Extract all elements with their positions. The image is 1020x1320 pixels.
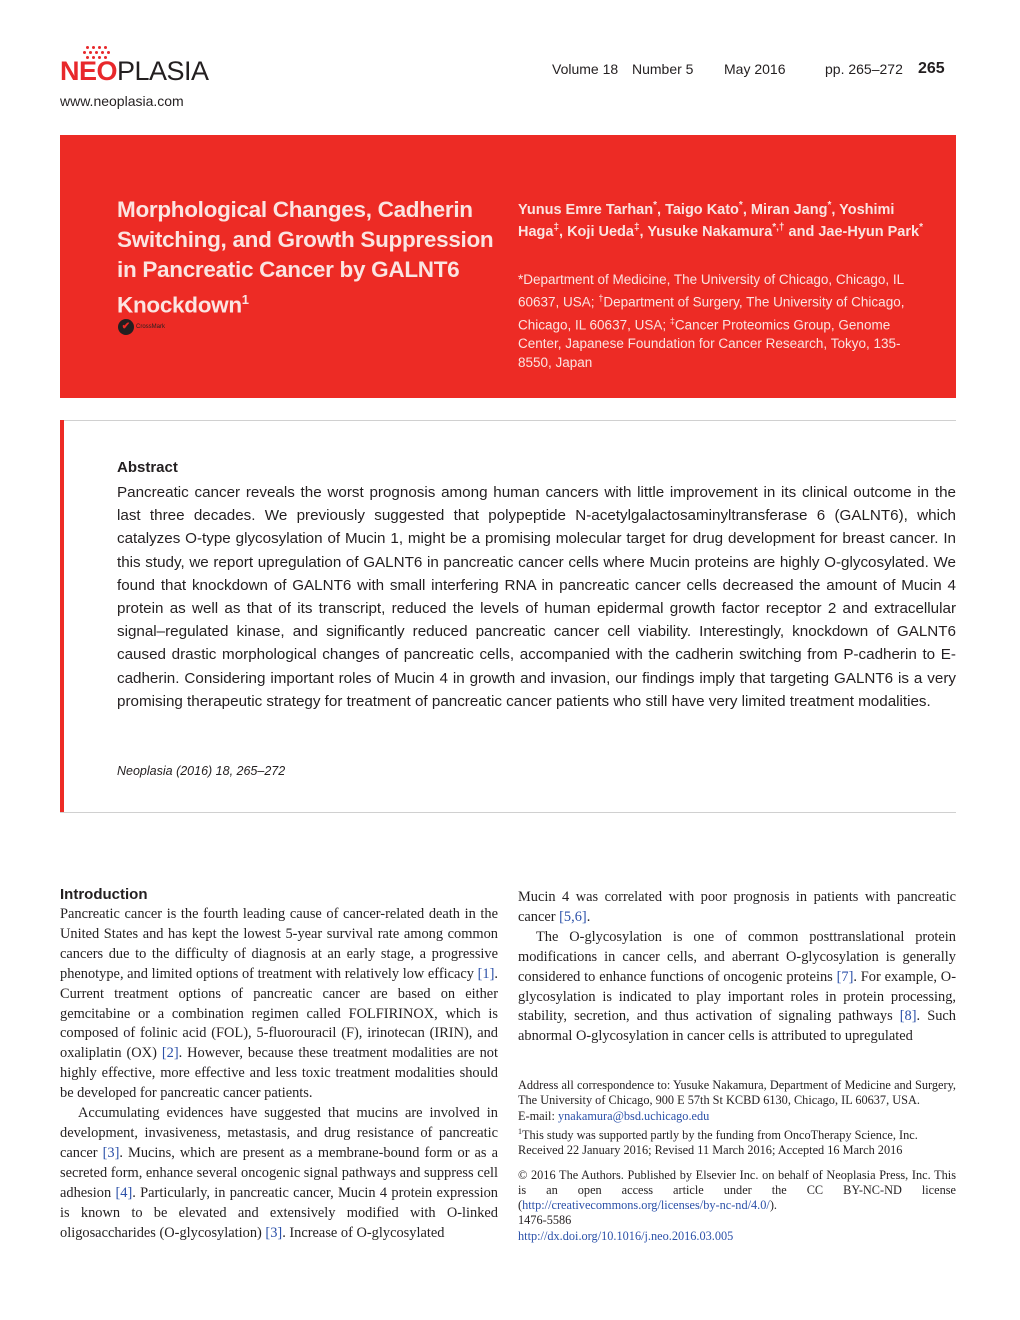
paragraph [60, 1104, 498, 1243]
author-name[interactable]: , Yoshimi Haga [518, 201, 895, 240]
issue-number: Number 5 [632, 61, 694, 77]
text-run: Mucin 4 was correlated with poor prognosis in patients with pancreatic cancer [518, 889, 956, 925]
affiliations [518, 271, 918, 372]
reference-link[interactable]: [3] [102, 1144, 120, 1161]
text-run: . Current treatment options of pancreatic cancer are based on either gemcitabine or a combination regimen called FOLFIRINOX, which is composed of folinic acid (FOL), 5-fluorouracil (F), irinotecan (IRIN), and oxaliplatin (OX) [60, 965, 498, 1062]
text-run: . Particularly, in pancreatic cancer, Mucin 4 protein expression is known to be elevated and extensively modified with O-linked oligosaccharides (O-glycosylation) [60, 1184, 498, 1241]
reference-link[interactable]: [2] [161, 1045, 179, 1062]
reference-link[interactable]: [7] [836, 968, 854, 985]
author-name[interactable]: , Yusuke Nakamura [639, 223, 773, 240]
accent-bar [60, 420, 64, 813]
paragraph [518, 928, 956, 1047]
article-title [117, 195, 517, 321]
body-column-left [60, 905, 498, 1243]
funding-text: This study was supported partly by the funding from OncoTherapy Science, Inc. [522, 1127, 918, 1142]
affiliation-text: Cancer Proteomics Group, Genome Center, Japanese Foundation for Cancer Research, Tokyo, 135-8550, Japan [518, 317, 901, 370]
divider [60, 420, 956, 421]
paragraph [518, 888, 956, 928]
logo-wordmark [60, 58, 209, 85]
text-run: . For example, O-glycosylation is indicated to play important roles in protein processing, stability, secretion, and thus activation of signaling pathways [518, 968, 956, 1025]
affiliation-text: *Department of Medicine, The University of Chicago, Chicago, IL 60637, USA; [518, 272, 904, 310]
reference-link[interactable]: [8] [899, 1008, 917, 1025]
text-run: . Such abnormal O-glycosylation in cancer cells is attributed to upregulated [518, 1008, 956, 1045]
logo-plasia: PLASIA [117, 56, 209, 86]
abstract-heading: Abstract [117, 459, 178, 476]
text-run: The O-glycosylation is one of common posttranslational protein modifications in cancer cells, and aberrant O-glycosylation is generally considered to enhance functions of oncogenic proteins [518, 928, 956, 985]
author-list [518, 197, 938, 241]
doi-line [518, 1229, 956, 1244]
abstract-text: Pancreatic cancer reveals the worst prognosis among human cancers with little improvement in its clinical outcome in the last three decades. We previously suggested that polypeptide N-acetylgalactosaminyltransferase 6 (GALNT6), which catalyzes O-type glycosylation of Mucin 1, might be a promising molecular target for drug development for breast cancer. In this study, we report upregulation of GALNT6 in pancreatic cancer cells where Mucin proteins are highly O-glycosylated. We found that knockdown of GALNT6 with small interfering RNA in pancreatic cancer cells decreased the amount of Mucin 4 protein as well as that of its transcript, reduced the levels of human epidermal growth factor receptor 2 and extracellular signal–regulated kinase, and significantly reduced pancreatic cancer cell viability. Interestingly, knockdown of GALNT6 caused drastic morphological changes of pancreatic cells, accompanied with the cadherin switching from P-cadherin to E-cadherin. Considering important roles of Mucin 4 in growth and invasion, our findings imply that targeting GALNT6 is a very promising therapeutic strategy for treatment of pancreatic cancer patients who still have very limited treatment modalities. [117, 484, 956, 710]
affiliation-marker: ‡ [633, 221, 640, 233]
body-column-right [518, 888, 956, 1047]
text-run: . However, because these treatment modalities are not highly effective, more effective and less toxic treatment modalities should be developed for pancreatic cancer patients. [60, 1045, 498, 1102]
issue-pages: pp. 265–272 [825, 61, 903, 77]
footnote-marker: 1 [518, 1126, 522, 1136]
affiliation-marker: *,† [772, 221, 785, 233]
received-dates: Received 22 January 2016; Revised 11 March 2016; Accepted 16 March 2016 [518, 1143, 903, 1158]
journal-logo[interactable] [60, 46, 220, 91]
reference-link[interactable]: [5,6] [559, 908, 587, 925]
affiliation-marker: † [598, 293, 604, 304]
introduction-heading: Introduction [60, 886, 148, 903]
affiliation-text: Department of Surgery, The University of Chicago, Chicago, IL 60637, USA; [518, 294, 905, 333]
footnotes [518, 1078, 956, 1244]
copyright-text: © 2016 The Authors. Published by Elsevier Inc. on behalf of Neoplasia Press, Inc. This is an open access article under the CC BY-NC-ND license ( [518, 1167, 956, 1213]
affiliation-marker: ‡ [553, 221, 560, 233]
copyright-notice [518, 1168, 956, 1214]
text-run: Pancreatic cancer is the fourth leading cause of cancer-related death in the United States and has kept the lowest 5-year survival rate among common cancers due to the difficulty of diagnosis at an early stage, a progressive phenotype, and limited options of treatment with relatively low efficacy [60, 906, 498, 982]
reference-link[interactable]: [4] [115, 1184, 133, 1201]
author-name[interactable]: , Koji Ueda [559, 223, 634, 240]
crossmark-label: CrossMark [136, 323, 166, 330]
citation: Neoplasia (2016) 18, 265–272 [117, 764, 286, 778]
doi-link[interactable]: http://dx.doi.org/10.1016/j.neo.2016.03.005 [518, 1228, 734, 1243]
text-run: Accumulating evidences have suggested that mucins are involved in development, invasiveness, metastasis, and drug resistance of pancreatic cancer [60, 1105, 498, 1161]
email-label: E-mail: [518, 1108, 558, 1123]
title-footnote-marker: 1 [241, 292, 249, 307]
text-run: . Increase of O-glycosylated [282, 1224, 445, 1241]
abstract-box [60, 420, 956, 813]
issn: 1476-5586 [518, 1213, 572, 1228]
crossmark-icon: ✔ [118, 319, 134, 335]
crossmark-badge[interactable] [118, 318, 165, 336]
text-run: . [586, 908, 591, 925]
affiliation-marker: * [919, 221, 923, 233]
affiliation-marker: ‡ [669, 316, 675, 327]
paragraph [60, 905, 498, 1104]
logo-neo: NEO [60, 56, 118, 86]
issue-volume: Volume 18 [552, 61, 619, 77]
page-number: 265 [918, 60, 945, 77]
affiliation-marker: * [653, 200, 658, 211]
divider [60, 812, 956, 813]
affiliation-marker: * [827, 200, 832, 211]
copyright-text-end: ). [769, 1198, 777, 1213]
author-name[interactable]: and Jae-Hyun Park [784, 223, 920, 240]
email-line [518, 1109, 956, 1124]
email-link[interactable]: ynakamura@bsd.uchicago.edu [557, 1108, 710, 1123]
author-name[interactable]: , Taigo Kato [657, 201, 739, 218]
license-link[interactable]: http://creativecommons.org/licenses/by-nc-nd/4.0/ [522, 1198, 770, 1213]
article-title-text: Morphological Changes, Cadherin Switching, and Growth Suppression in Pancreatic Cancer by GALNT6 Knockdown [117, 197, 494, 318]
affiliation-marker: * [738, 200, 743, 211]
text-run: . Mucins, which are present as a membrane-bound form or as a secreted form, enhance several oncogenic signal pathways and suppress cell adhesion [60, 1144, 498, 1201]
title-block [60, 135, 956, 398]
journal-url-link[interactable]: www.neoplasia.com [60, 93, 184, 109]
funding-note [518, 1124, 956, 1143]
author-name[interactable]: Yunus Emre Tarhan [518, 201, 654, 218]
correspondence-address: Address all correspondence to: Yusuke Nakamura, Department of Medicine and Surgery, The University of Chicago, 900 E 57th St KCBD 6130, Chicago, IL 60637, USA. [518, 1078, 956, 1108]
reference-link[interactable]: [3] [265, 1224, 283, 1241]
reference-link[interactable]: [1] [477, 965, 495, 982]
issue-date: May 2016 [724, 61, 786, 77]
author-name[interactable]: , Miran Jang [742, 201, 828, 218]
